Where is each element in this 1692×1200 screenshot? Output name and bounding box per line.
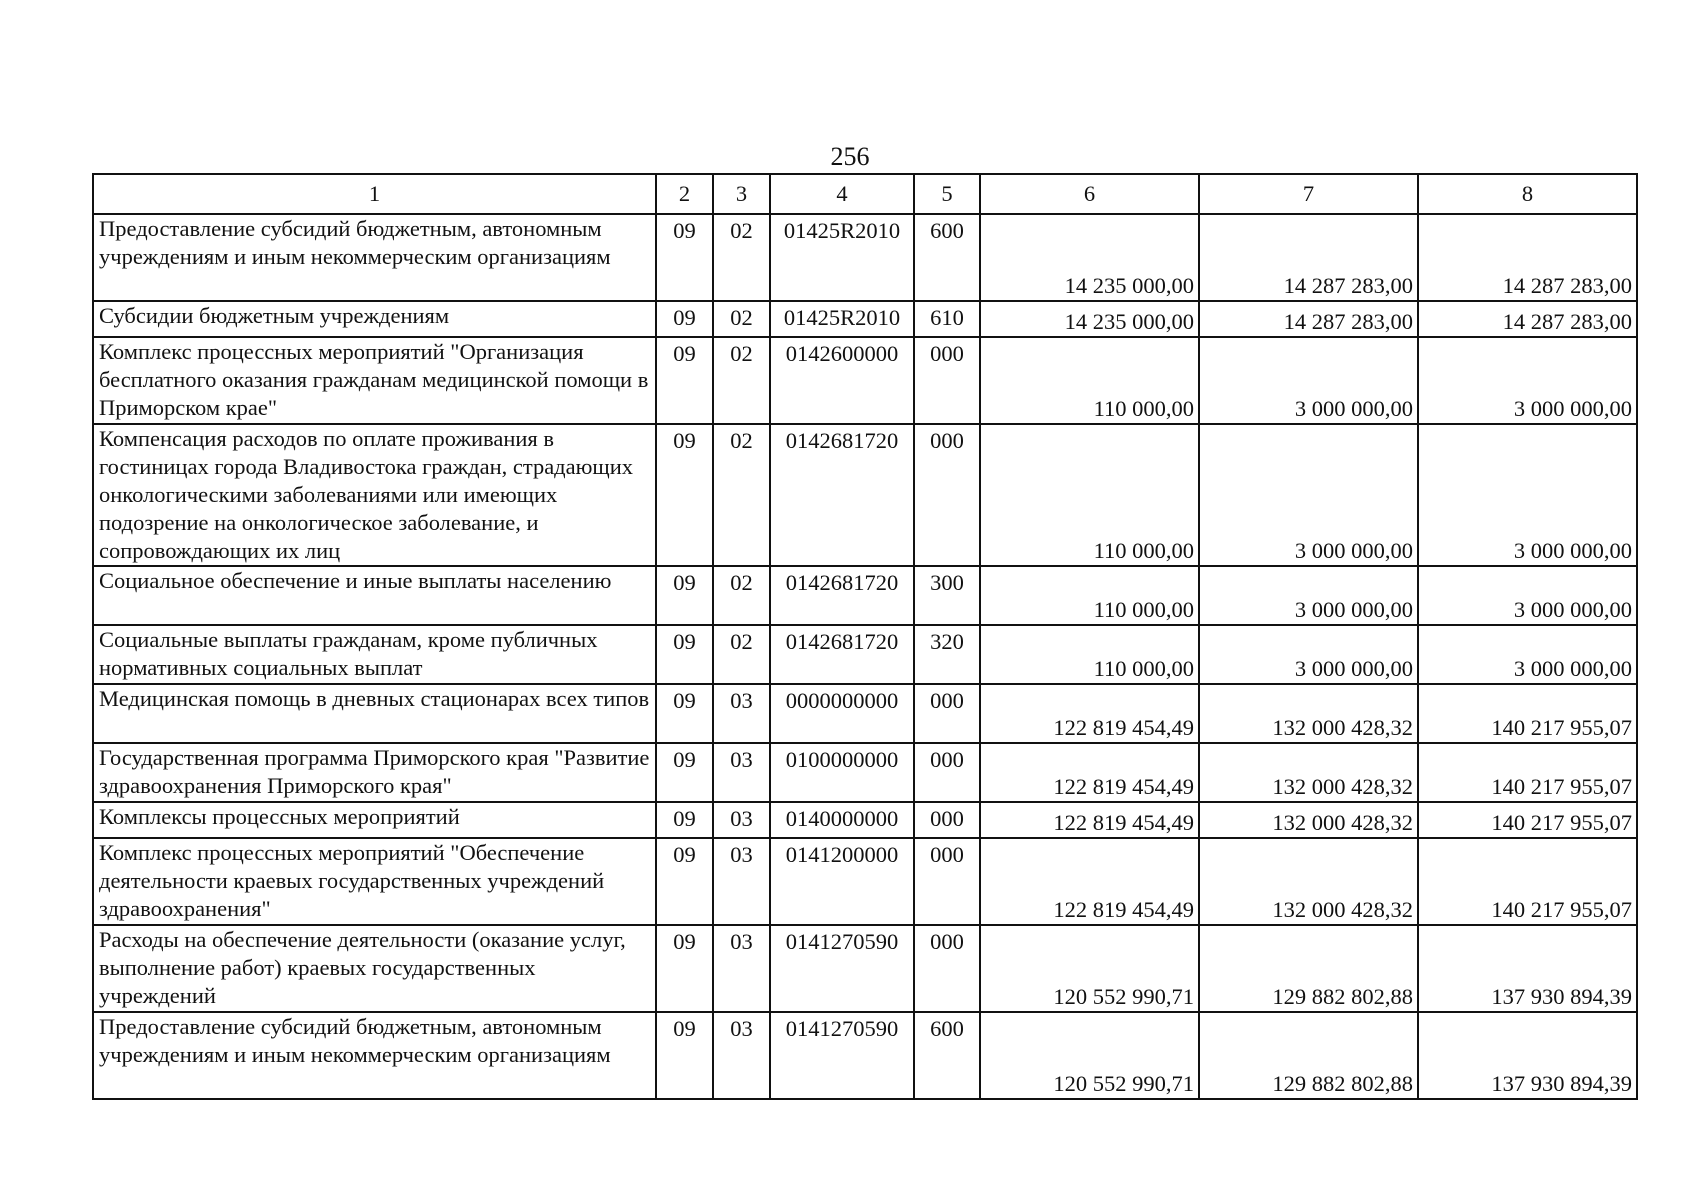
amount-col8-cell: 140 217 955,07 [1418,684,1637,743]
target-code-cell: 0141270590 [770,1012,914,1099]
target-code-cell: 0141200000 [770,838,914,925]
table-row [93,424,1637,566]
target-code-cell: 01425R2010 [770,214,914,301]
target-code-cell: 0000000000 [770,684,914,743]
column-header: 7 [1199,174,1418,214]
amount-col6-cell: 122 819 454,49 [980,743,1199,802]
expense-type-cell: 320 [914,625,980,684]
item-name-cell: Социальное обеспечение и иные выплаты населению [93,566,656,625]
amount-col7-cell: 132 000 428,32 [1199,684,1418,743]
amount-col7-cell: 14 287 283,00 [1199,214,1418,301]
amount-col6-cell: 14 235 000,00 [980,301,1199,337]
header-row [93,174,1637,214]
section-code-cell: 09 [656,802,713,838]
section-code-cell: 09 [656,424,713,566]
table-row [93,625,1637,684]
amount-col7-cell: 132 000 428,32 [1199,743,1418,802]
expense-type-cell: 600 [914,214,980,301]
section-code-cell: 09 [656,684,713,743]
amount-col8-cell: 137 930 894,39 [1418,1012,1637,1099]
amount-col6-cell: 120 552 990,71 [980,1012,1199,1099]
table-row [93,566,1637,625]
subsection-code-cell: 02 [713,625,770,684]
column-header: 6 [980,174,1199,214]
expense-type-cell: 300 [914,566,980,625]
amount-col6-cell: 14 235 000,00 [980,214,1199,301]
subsection-code-cell: 03 [713,743,770,802]
subsection-code-cell: 02 [713,337,770,424]
column-header: 5 [914,174,980,214]
amount-col8-cell: 3 000 000,00 [1418,337,1637,424]
section-code-cell: 09 [656,337,713,424]
expense-type-cell: 600 [914,1012,980,1099]
column-header: 2 [656,174,713,214]
amount-col7-cell: 3 000 000,00 [1199,566,1418,625]
expense-type-cell: 610 [914,301,980,337]
subsection-code-cell: 02 [713,214,770,301]
item-name-cell: Социальные выплаты гражданам, кроме публичных нормативных социальных выплат [93,625,656,684]
item-name-cell: Комплекс процессных мероприятий "Обеспечение деятельности краевых государственных учреждений здравоохранения" [93,838,656,925]
section-code-cell: 09 [656,743,713,802]
amount-col8-cell: 3 000 000,00 [1418,566,1637,625]
table-row [93,214,1637,301]
table-row [93,743,1637,802]
amount-col6-cell: 110 000,00 [980,625,1199,684]
amount-col6-cell: 110 000,00 [980,566,1199,625]
table-row [93,925,1637,1012]
amount-col8-cell: 3 000 000,00 [1418,625,1637,684]
subsection-code-cell: 02 [713,301,770,337]
column-header: 4 [770,174,914,214]
amount-col8-cell: 14 287 283,00 [1418,301,1637,337]
section-code-cell: 09 [656,838,713,925]
subsection-code-cell: 03 [713,684,770,743]
expense-type-cell: 000 [914,743,980,802]
table-row [93,684,1637,743]
amount-col7-cell: 3 000 000,00 [1199,337,1418,424]
target-code-cell: 0140000000 [770,802,914,838]
amount-col8-cell: 14 287 283,00 [1418,214,1637,301]
section-code-cell: 09 [656,925,713,1012]
expense-type-cell: 000 [914,802,980,838]
amount-col6-cell: 110 000,00 [980,424,1199,566]
amount-col8-cell: 140 217 955,07 [1418,838,1637,925]
amount-col8-cell: 137 930 894,39 [1418,925,1637,1012]
expense-type-cell: 000 [914,424,980,566]
amount-col7-cell: 132 000 428,32 [1199,838,1418,925]
column-header: 3 [713,174,770,214]
budget-table [92,173,1638,1100]
column-header: 8 [1418,174,1637,214]
amount-col8-cell: 140 217 955,07 [1418,802,1637,838]
item-name-cell: Государственная программа Приморского края "Развитие здравоохранения Приморского края" [93,743,656,802]
expense-type-cell: 000 [914,337,980,424]
item-name-cell: Комплексы процессных мероприятий [93,802,656,838]
table-row [93,337,1637,424]
section-code-cell: 09 [656,566,713,625]
subsection-code-cell: 02 [713,566,770,625]
target-code-cell: 0142681720 [770,566,914,625]
target-code-cell: 0142681720 [770,625,914,684]
table-row [93,1012,1637,1099]
section-code-cell: 09 [656,625,713,684]
amount-col8-cell: 3 000 000,00 [1418,424,1637,566]
subsection-code-cell: 03 [713,838,770,925]
table-row [93,838,1637,925]
item-name-cell: Субсидии бюджетным учреждениям [93,301,656,337]
section-code-cell: 09 [656,1012,713,1099]
subsection-code-cell: 03 [713,925,770,1012]
amount-col7-cell: 3 000 000,00 [1199,625,1418,684]
expense-type-cell: 000 [914,925,980,1012]
amount-col7-cell: 129 882 802,88 [1199,1012,1418,1099]
item-name-cell: Компенсация расходов по оплате проживания в гостиницах города Владивостока граждан, страдающих онкологическими заболеваниями или имеющих подозрение на онкологическое заболевание, и сопровождающих их лиц [93,424,656,566]
item-name-cell: Предоставление субсидий бюджетным, автономным учреждениям и иным некоммерческим организациям [93,1012,656,1099]
subsection-code-cell: 03 [713,802,770,838]
target-code-cell: 01425R2010 [770,301,914,337]
table-row [93,301,1637,337]
amount-col6-cell: 120 552 990,71 [980,925,1199,1012]
target-code-cell: 0142681720 [770,424,914,566]
item-name-cell: Медицинская помощь в дневных стационарах всех типов [93,684,656,743]
target-code-cell: 0141270590 [770,925,914,1012]
subsection-code-cell: 03 [713,1012,770,1099]
table-row [93,802,1637,838]
expense-type-cell: 000 [914,684,980,743]
amount-col7-cell: 129 882 802,88 [1199,925,1418,1012]
amount-col7-cell: 132 000 428,32 [1199,802,1418,838]
amount-col6-cell: 110 000,00 [980,337,1199,424]
section-code-cell: 09 [656,301,713,337]
expense-type-cell: 000 [914,838,980,925]
amount-col6-cell: 122 819 454,49 [980,838,1199,925]
amount-col6-cell: 122 819 454,49 [980,802,1199,838]
amount-col7-cell: 3 000 000,00 [1199,424,1418,566]
target-code-cell: 0142600000 [770,337,914,424]
target-code-cell: 0100000000 [770,743,914,802]
section-code-cell: 09 [656,214,713,301]
item-name-cell: Расходы на обеспечение деятельности (оказание услуг, выполнение работ) краевых государственных учреждений [93,925,656,1012]
item-name-cell: Комплекс процессных мероприятий "Организация бесплатного оказания гражданам медицинской помощи в Приморском крае" [93,337,656,424]
amount-col7-cell: 14 287 283,00 [1199,301,1418,337]
amount-col6-cell: 122 819 454,49 [980,684,1199,743]
amount-col8-cell: 140 217 955,07 [1418,743,1637,802]
item-name-cell: Предоставление субсидий бюджетным, автономным учреждениям и иным некоммерческим организациям [93,214,656,301]
subsection-code-cell: 02 [713,424,770,566]
column-header: 1 [93,174,656,214]
page-number: 256 [830,142,870,171]
